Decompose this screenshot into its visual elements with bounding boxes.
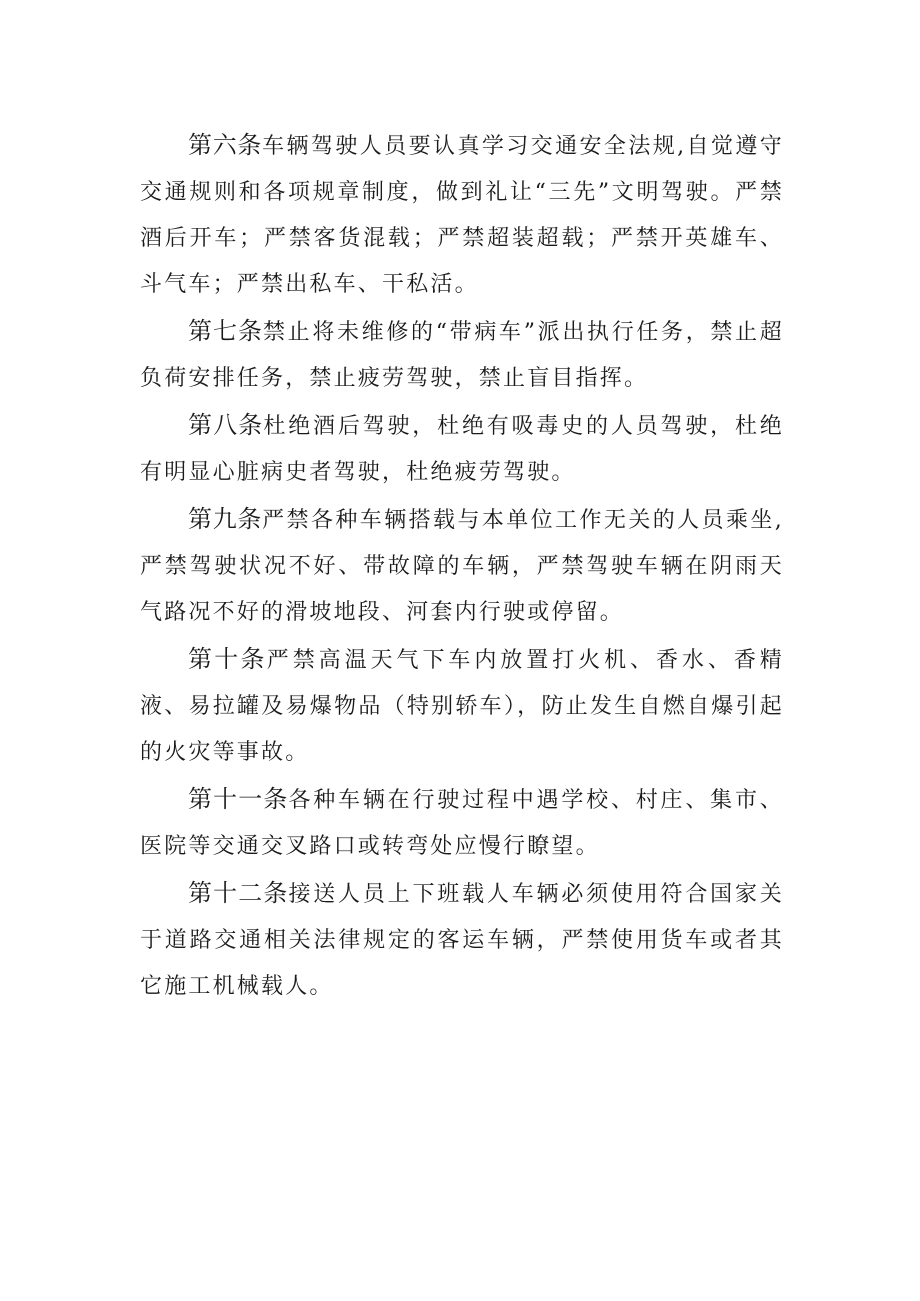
article-title: 第十一条 — [188, 785, 289, 813]
document-page — [140, 122, 784, 1010]
article-body: 严禁各种车辆搭载与本单位工作无关的人员乘坐,严禁驾驶状况不好、带故障的车辆，严禁驾驶车辆在阴雨天气路况不好的滑坡地段、河套内行驶或停留。 — [140, 508, 784, 625]
article-title: 第十二条 — [188, 879, 289, 907]
article-body: 杜绝酒后驾驶，杜绝有吸毒史的人员驾驶，杜绝有明显心脏病史者驾驶，杜绝疲劳驾驶。 — [140, 414, 785, 485]
article-12 — [140, 870, 784, 1010]
article-11 — [140, 776, 784, 870]
article-6 — [140, 122, 784, 308]
article-8 — [140, 402, 784, 496]
article-9 — [140, 496, 784, 636]
article-body: 车辆驾驶人员要认真学习交通安全法规,自觉遵守交通规则和各项规章制度，做到礼让“三先”文明驾驶。严禁酒后开车；严禁客货混载；严禁超装超载；严禁开英雄车、斗气车；严禁出私车、干私活。 — [140, 134, 784, 297]
article-title: 第八条 — [188, 411, 264, 439]
article-body: 严禁高温天气下车内放置打火机、香水、香精液、易拉罐及易爆物品（特别轿车），防止发生自燃自爆引起的火灾等事故。 — [140, 648, 784, 765]
article-body: 禁止将未维修的“带病车”派出执行任务，禁止超负荷安排任务，禁止疲劳驾驶，禁止盲目指挥。 — [140, 320, 784, 391]
article-title: 第九条 — [188, 505, 263, 533]
article-7 — [140, 308, 784, 402]
article-10 — [140, 636, 784, 776]
article-title: 第七条 — [188, 317, 263, 345]
article-body: 各种车辆在行驶过程中遇学校、村庄、集市、医院等交通交叉路口或转弯处应慢行瞭望。 — [140, 788, 784, 859]
article-title: 第十条 — [188, 645, 267, 673]
article-body: 接送人员上下班载人车辆必须使用符合国家关于道路交通相关法律规定的客运车辆，严禁使用货车或者其它施工机械载人。 — [140, 882, 784, 999]
article-title: 第六条 — [188, 131, 263, 159]
